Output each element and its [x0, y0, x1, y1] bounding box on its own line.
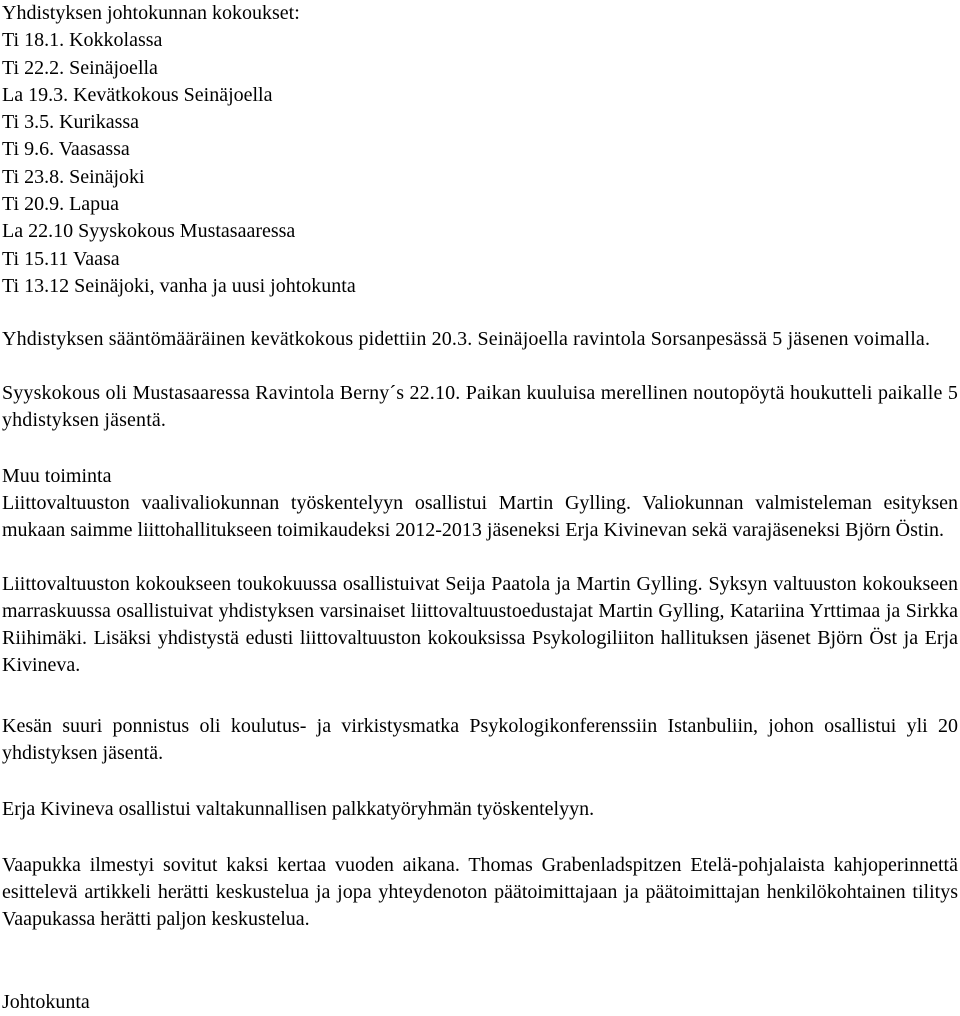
meeting-item: Ti 3.5. Kurikassa	[2, 111, 140, 134]
autumn-meeting-paragraph: Syyskokous oli Mustasaaressa Ravintola Berny´s 22.10. Paikan kuuluisa merellinen noutopöytä houkutteli paikalle 5 yhdistyksen jäsentä.	[2, 382, 958, 431]
meeting-item: La 22.10 Syyskokous Mustasaaressa	[2, 220, 296, 243]
meeting-item: Ti 9.6. Vaasassa	[2, 138, 130, 161]
meeting-item: Ti 22.2. Seinäjoella	[2, 56, 158, 79]
meetings-list	[2, 0, 356, 300]
other-activity-heading: Muu toiminta	[2, 465, 112, 487]
meeting-item: Ti 18.1. Kokkolassa	[2, 29, 163, 52]
meeting-item: La 19.3. Kevätkokous Seinäjoella	[2, 83, 273, 106]
spring-meeting-paragraph: Yhdistyksen sääntömääräinen kevätkokous pidettiin 20.3. Seinäjoella ravintola Sorsanpesässä 5 jäsenen voimalla.	[2, 328, 931, 350]
meeting-item: Ti 23.8. Seinäjoki	[2, 165, 145, 188]
summer-trip-paragraph: Kesän suuri ponnistus oli koulutus- ja virkistysmatka Psykologikonferenssiin Istanbuliin, johon osallistui yli 20 yhdistyksen jäsentä.	[2, 715, 958, 764]
meeting-item: Ti 13.12 Seinäjoki, vanha ja uusi johtokunta	[2, 274, 356, 297]
meeting-item: Ti 15.11 Vaasa	[2, 247, 120, 270]
other-activity-paragraph-2: Liittovaltuuston kokoukseen toukokuussa osallistuivat Seija Paatola ja Martin Gylling. Syksyn valtuuston kokoukseen marraskuussa osallistuivat yhdistyksen varsinaiset liittovaltuustoedustajat Martin Gylling, Katariina Yrttimaa ja Sirkka Riihimäki. Lisäksi yhdistystä edusti liittovaltuuston kokouksissa Psykologiliiton hallituksen jäsenet Björn Öst ja Erja Kivineva.	[2, 573, 958, 676]
vapukka-paragraph: Vaapukka ilmestyi sovitut kaksi kertaa vuoden aikana. Thomas Grabenladspitzen Etelä-pohjalaista kahjoperinnettä esittelevä artikkeli herätti keskustelua ja jopa yhteydenoton päätoimittajaan ja päätoimittajan henkilökohtainen tilitys Vaapukassa herätti paljon keskustelua.	[2, 854, 958, 930]
board-heading: Johtokunta	[2, 991, 90, 1013]
meeting-item: Ti 20.9. Lapua	[2, 193, 120, 216]
meetings-heading: Yhdistyksen johtokunnan kokoukset:	[2, 2, 300, 24]
salary-group-paragraph: Erja Kivineva osallistui valtakunnallisen palkkatyöryhmän työskentelyyn.	[2, 798, 595, 820]
other-activity-paragraph-1: Liittovaltuuston vaalivaliokunnan työskentelyyn osallistui Martin Gylling. Valiokunnan valmisteleman esityksen mukaan saimme liittohallitukseen toimikaudeksi 2012-2013 jäseneksi Erja Kivinevan sekä varajäseneksi Björn Östin.	[2, 492, 958, 541]
